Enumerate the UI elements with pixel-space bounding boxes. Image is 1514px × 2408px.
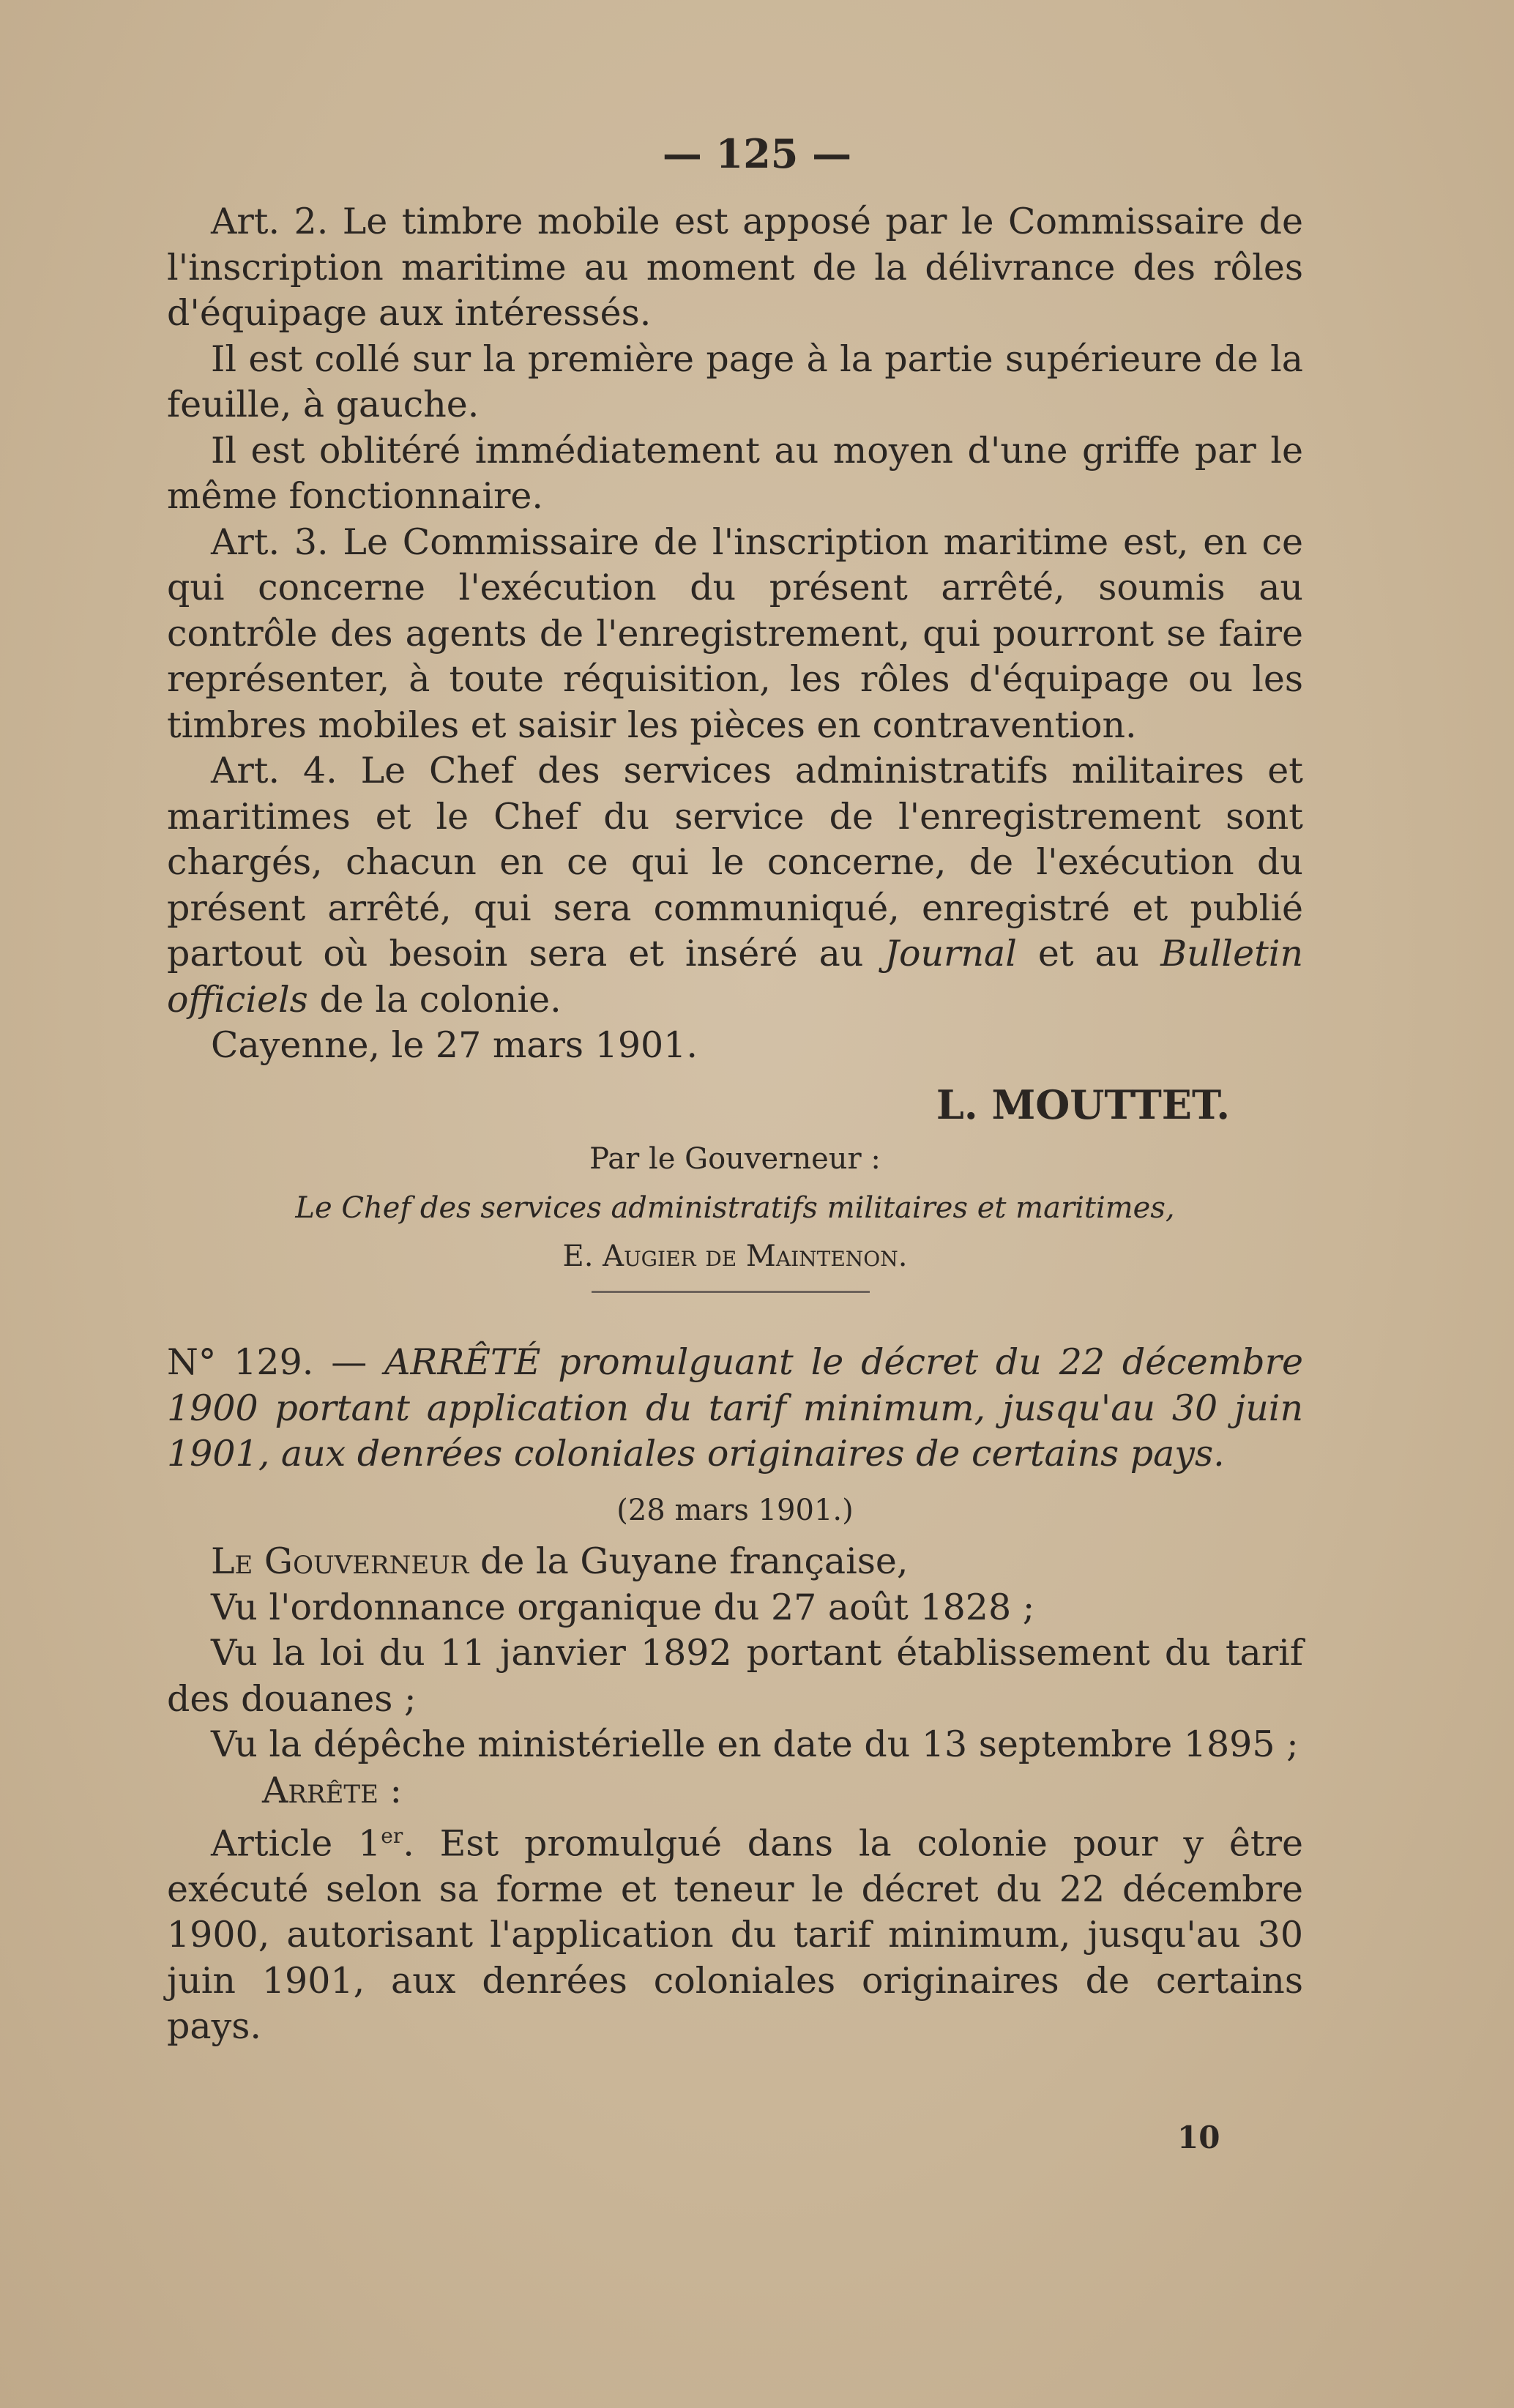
signature: L. MOUTTET.: [936, 1081, 1230, 1128]
art3-paragraph: Art. 3. Le Commissaire de l'inscription maritime est, en ce qui concerne l'exécution du présent arrêté, soumis au contrôle des agents de l'enregistrement, qui pourront se faire représenter, à toute réquisition, les rôles d'équipage ou les timbres mobiles et saisir les pièces en contravention.: [167, 521, 1303, 746]
art2-para2: Il est collé sur la première page à la partie supérieure de la feuille, à gauche.: [167, 338, 1303, 425]
art4-text-before: Art. 4. Le Chef des services administratifs militaires et maritimes et le Chef du service de l'enregistrement sont chargés, chacun en ce qui le concerne, de l'exécution du présent arrêté, qui sera communiqué, enregistré et publié partout où besoin sera et inséré au: [167, 750, 1303, 974]
arrete-title: ARRÊTÉ promulguant le décret du 22 décembre 1900 portant application du tarif minimum, jusqu'au 30 juin 1901, aux denrées coloniales originaires de certains pays.: [167, 1341, 1303, 1475]
text-bottom: [167, 1340, 1303, 2050]
gouverneur-rest: de la Guyane française,: [469, 1540, 909, 1582]
date-line: Cayenne, le 27 mars 1901.: [211, 1024, 698, 1066]
art2-para3: Il est oblitéré immédiatement au moyen d'une griffe par le même fonctionnaire.: [167, 429, 1303, 517]
vu-loi: Vu la loi du 11 janvier 1892 portant établissement du tarif des douanes ;: [167, 1632, 1303, 1720]
arrete-date: (28 mars 1901.): [616, 1493, 854, 1527]
arrete-heading: [167, 1340, 1303, 1477]
vu-ordonnance: Vu l'ordonnance organique du 27 août 1828 ;: [211, 1586, 1035, 1628]
gouverneur-label: Le Gouverneur: [211, 1540, 469, 1582]
text-top: [167, 199, 1303, 1280]
section-divider: [592, 1291, 870, 1293]
signature-mark: 10: [1177, 2120, 1220, 2155]
vu-depeche: Vu la dépêche ministérielle en date du 13 septembre 1895 ;: [211, 1723, 1299, 1765]
art4-et-au: et au: [1016, 933, 1161, 974]
chef-title: Le Chef des services administratifs militaires et maritimes,: [295, 1190, 1175, 1225]
arrete-number: N° 129. —: [167, 1341, 385, 1383]
art4-text-after: de la colonie.: [307, 978, 562, 1021]
article1-sup: er: [381, 1824, 403, 1848]
art2-para1: Art. 2. Le timbre mobile est apposé par le Commissaire de l'inscription maritime au moment de la délivrance des rôles d'équipage aux intéressés.: [167, 201, 1303, 334]
art4-paragraph: [167, 748, 1303, 1023]
par-le-gouverneur: Par le Gouverneur :: [589, 1142, 881, 1176]
page-number: — 125 —: [662, 130, 852, 177]
art4-journal: Journal: [884, 933, 1017, 974]
article1-text: . Est promulgué dans la colonie pour y être exécuté selon sa forme et teneur le décret du 22 décembre 1900, autorisant l'application du tarif minimum, jusqu'au 30 juin 1901, aux denrées coloniales originaires de certains pays.: [167, 1822, 1303, 2048]
chef-name: E. Augier de Maintenon.: [562, 1240, 908, 1273]
art4-bulletin: Bulletin officiels: [167, 933, 1303, 1021]
article1-paragraph: [167, 1814, 1303, 2050]
gouverneur-line: [167, 1539, 1303, 1585]
arrete-label: Arrête :: [262, 1769, 402, 1811]
article1-lead: Article 1: [211, 1822, 381, 1865]
